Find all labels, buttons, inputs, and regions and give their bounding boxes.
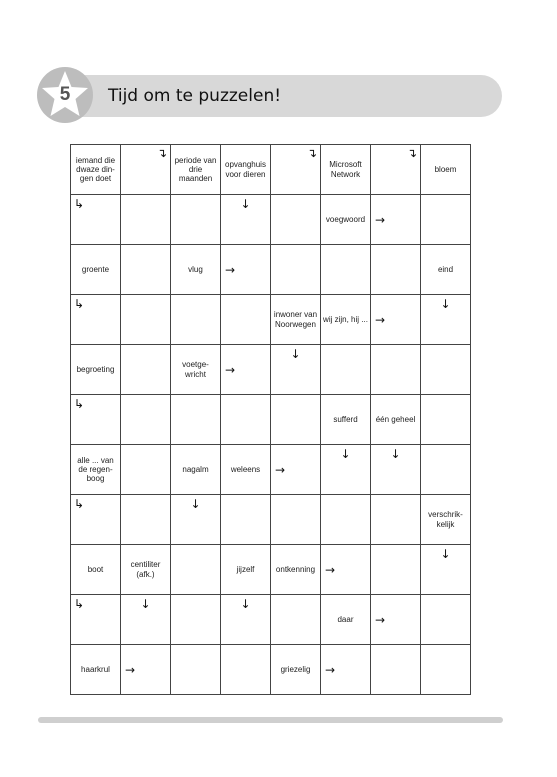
clue-cell: daar — [321, 595, 371, 645]
clue-cell: inwoner van Noorwegen — [271, 295, 321, 345]
answer-cell[interactable] — [121, 495, 171, 545]
answer-cell[interactable] — [421, 595, 471, 645]
answer-cell[interactable] — [421, 195, 471, 245]
answer-cell[interactable] — [121, 145, 171, 195]
answer-cell[interactable] — [421, 545, 471, 595]
arrow-right-icon: → — [375, 312, 386, 327]
answer-cell[interactable] — [271, 145, 321, 195]
clue-cell: voetge-wricht — [171, 345, 221, 395]
clue-cell: jijzelf — [221, 545, 271, 595]
answer-cell[interactable] — [171, 295, 221, 345]
arrow-corner-right-icon: ↳ — [74, 497, 85, 511]
arrow-corner-right-icon: ↳ — [74, 197, 85, 211]
answer-cell[interactable] — [321, 645, 371, 695]
arrow-right-icon: → — [225, 262, 236, 277]
clue-cell: griezelig — [271, 645, 321, 695]
answer-cell[interactable] — [71, 395, 121, 445]
answer-cell[interactable] — [371, 295, 421, 345]
answer-cell[interactable] — [371, 545, 421, 595]
answer-cell[interactable] — [221, 595, 271, 645]
answer-cell[interactable] — [171, 595, 221, 645]
arrow-right-icon: → — [325, 662, 336, 677]
clue-cell: ontkenning — [271, 545, 321, 595]
clue-cell: sufferd — [321, 395, 371, 445]
answer-cell[interactable] — [171, 495, 221, 545]
answer-cell[interactable] — [371, 495, 421, 545]
answer-cell[interactable] — [371, 245, 421, 295]
arrow-right-icon: → — [325, 562, 336, 577]
arrow-down-icon: ↓ — [240, 597, 251, 611]
answer-cell[interactable] — [221, 295, 271, 345]
arrow-right-icon: → — [125, 662, 136, 677]
footer-bar — [38, 717, 503, 723]
answer-cell[interactable] — [421, 445, 471, 495]
answer-cell[interactable] — [421, 345, 471, 395]
answer-cell[interactable] — [71, 195, 121, 245]
arrow-down-icon: ↓ — [190, 497, 201, 511]
arrow-right-icon: → — [375, 212, 386, 227]
answer-cell[interactable] — [421, 395, 471, 445]
answer-cell[interactable] — [71, 295, 121, 345]
answer-cell[interactable] — [121, 245, 171, 295]
answer-cell[interactable] — [121, 195, 171, 245]
answer-cell[interactable] — [221, 345, 271, 395]
answer-cell[interactable] — [321, 495, 371, 545]
clue-cell: wij zijn, hij ... — [321, 295, 371, 345]
answer-cell[interactable] — [171, 395, 221, 445]
clue-cell: alle ... van de regen-boog — [71, 445, 121, 495]
clue-cell: periode van drie maanden — [171, 145, 221, 195]
answer-cell[interactable] — [221, 245, 271, 295]
arrow-down-right-icon: ↴ — [156, 146, 167, 160]
answer-cell[interactable] — [171, 195, 221, 245]
answer-cell[interactable] — [71, 595, 121, 645]
clue-cell: centiliter (afk.) — [121, 545, 171, 595]
answer-cell[interactable] — [171, 545, 221, 595]
arrow-right-icon: → — [225, 362, 236, 377]
answer-cell[interactable] — [271, 445, 321, 495]
answer-cell[interactable] — [371, 145, 421, 195]
answer-cell[interactable] — [221, 195, 271, 245]
answer-cell[interactable] — [271, 345, 321, 395]
answer-cell[interactable] — [221, 495, 271, 545]
answer-cell[interactable] — [421, 295, 471, 345]
arrow-down-right-icon: ↴ — [406, 146, 417, 160]
clue-cell: weleens — [221, 445, 271, 495]
arrow-down-right-icon: ↴ — [306, 146, 317, 160]
answer-cell[interactable] — [271, 495, 321, 545]
arrow-down-icon: ↓ — [290, 347, 301, 361]
answer-cell[interactable] — [321, 445, 371, 495]
answer-cell[interactable] — [121, 345, 171, 395]
clue-cell: begroeting — [71, 345, 121, 395]
clue-cell: bloem — [421, 145, 471, 195]
answer-cell[interactable] — [121, 595, 171, 645]
page-title: Tijd om te puzzelen! — [108, 86, 282, 106]
arrow-down-icon: ↓ — [140, 597, 151, 611]
arrow-down-icon: ↓ — [440, 297, 451, 311]
answer-cell[interactable] — [371, 445, 421, 495]
answer-cell[interactable] — [221, 645, 271, 695]
arrow-right-icon: → — [275, 462, 286, 477]
arrow-corner-right-icon: ↳ — [74, 597, 85, 611]
answer-cell[interactable] — [321, 545, 371, 595]
clue-cell: voegwoord — [321, 195, 371, 245]
answer-cell[interactable] — [221, 395, 271, 445]
answer-cell[interactable] — [421, 645, 471, 695]
clue-cell: groente — [71, 245, 121, 295]
answer-cell[interactable] — [321, 345, 371, 395]
clue-cell: vlug — [171, 245, 221, 295]
answer-cell[interactable] — [121, 295, 171, 345]
answer-cell[interactable] — [371, 195, 421, 245]
answer-cell[interactable] — [271, 245, 321, 295]
answer-cell[interactable] — [121, 645, 171, 695]
arrow-corner-right-icon: ↳ — [74, 397, 85, 411]
clue-cell: Microsoft Network — [321, 145, 371, 195]
answer-cell[interactable] — [371, 595, 421, 645]
clue-cell: opvanghuis voor dieren — [221, 145, 271, 195]
answer-cell[interactable] — [271, 595, 321, 645]
clue-cell: iemand die dwaze din-gen doet — [71, 145, 121, 195]
answer-cell[interactable] — [321, 245, 371, 295]
answer-cell[interactable] — [121, 445, 171, 495]
clue-cell: haarkrul — [71, 645, 121, 695]
arrow-down-icon: ↓ — [340, 447, 351, 461]
answer-cell[interactable] — [371, 645, 421, 695]
arrow-corner-right-icon: ↳ — [74, 297, 85, 311]
clue-cell: één geheel — [371, 395, 421, 445]
clue-cell: verschrik-kelijk — [421, 495, 471, 545]
arrow-right-icon: → — [375, 612, 386, 627]
answer-cell[interactable] — [171, 645, 221, 695]
answer-cell[interactable] — [71, 495, 121, 545]
star-badge — [36, 66, 94, 124]
arrow-down-icon: ↓ — [240, 197, 251, 211]
arrow-down-icon: ↓ — [390, 447, 401, 461]
clue-cell: boot — [71, 545, 121, 595]
answer-cell[interactable] — [121, 395, 171, 445]
arrow-down-icon: ↓ — [440, 547, 451, 561]
crossword-grid — [70, 144, 471, 695]
answer-cell[interactable] — [271, 395, 321, 445]
answer-cell[interactable] — [271, 195, 321, 245]
answer-cell[interactable] — [371, 345, 421, 395]
chapter-number: 5 — [59, 84, 71, 105]
clue-cell: nagalm — [171, 445, 221, 495]
clue-cell: eind — [421, 245, 471, 295]
